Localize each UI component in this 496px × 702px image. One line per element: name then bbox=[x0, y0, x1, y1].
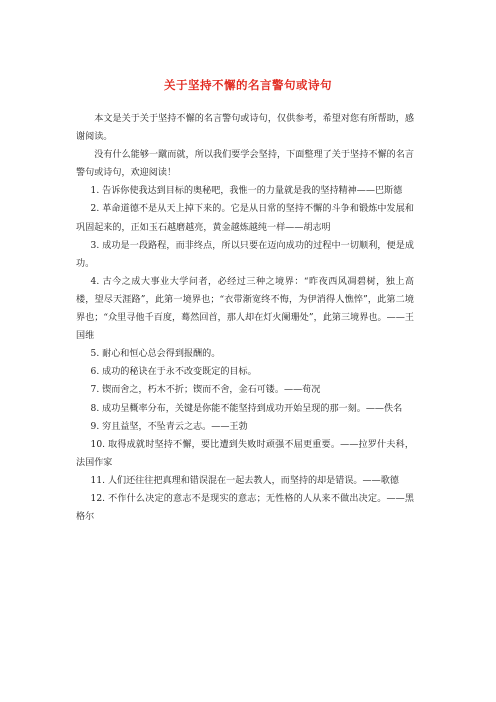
intro-paragraph: 没有什么能够一蹴而就，所以我们要学会坚持，下面整理了关于坚持不懈的名言警句或诗句，欢迎阅读！ bbox=[76, 150, 414, 179]
document-title: 关于坚持不懈的名言警句或诗句 bbox=[164, 78, 332, 92]
quote-item: 5. 耐心和恒心总会得到报酬的。 bbox=[90, 349, 221, 360]
quote-item: 8. 成功呈概率分布，关键是你能不能坚持到成功开始呈现的那一刻。——佚名 bbox=[90, 403, 403, 414]
quote-item: 12. 不作什么决定的意志不是现实的意志；无性格的人从来不做出决定。——黑格尔 bbox=[76, 493, 414, 523]
quote-item: 10. 取得成就时坚持不懈，要比遭到失败时顽强不屈更重要。——拉罗什夫科，法国作家 bbox=[76, 439, 414, 468]
quote-item: 7. 锲而舍之，朽木不折；锲而不舍，金石可镂。——荀况 bbox=[90, 385, 321, 396]
quote-item: 3. 成功是一段路程，而非终点，所以只要在迈向成功的过程中一切顺利，便是成功。 bbox=[76, 240, 414, 269]
quote-item: 6. 成功的秘诀在于永不改变既定的目标。 bbox=[90, 367, 257, 378]
document-body bbox=[76, 110, 414, 526]
intro-paragraph: 本文是关于关于坚持不懈的名言警句或诗句，仅供参考，希望对您有所帮助，感谢阅读。 bbox=[76, 114, 414, 143]
quote-item: 4. 古今之成大事业大学问者，必经过三种之境界：“昨夜西风凋碧树，独上高楼，望尽天涯路”，此第一境界也；“衣带渐宽终不悔，为伊消得人憔悴”，此第二境界也；“众里寻他千百度，蓦然回首，那人却在灯火阑珊处”，此第三境界也。——王国维 bbox=[76, 276, 414, 342]
quote-item: 11. 人们还往往把真理和错误混在一起去教人，而坚持的却是错误。——歌德 bbox=[90, 475, 399, 486]
quote-item: 1. 告诉你使我达到目标的奥秘吧，我惟一的力量就是我的坚持精神——巴斯德 bbox=[90, 186, 403, 197]
quote-item: 9. 穷且益坚，不坠青云之志。——王勃 bbox=[90, 421, 248, 432]
quote-item: 2. 革命道德不是从天上掉下来的。它是从日常的坚持不懈的斗争和锻炼中发展和巩固起来的，正如玉石越磨越亮，黄金越炼越纯一样——胡志明 bbox=[76, 204, 414, 233]
